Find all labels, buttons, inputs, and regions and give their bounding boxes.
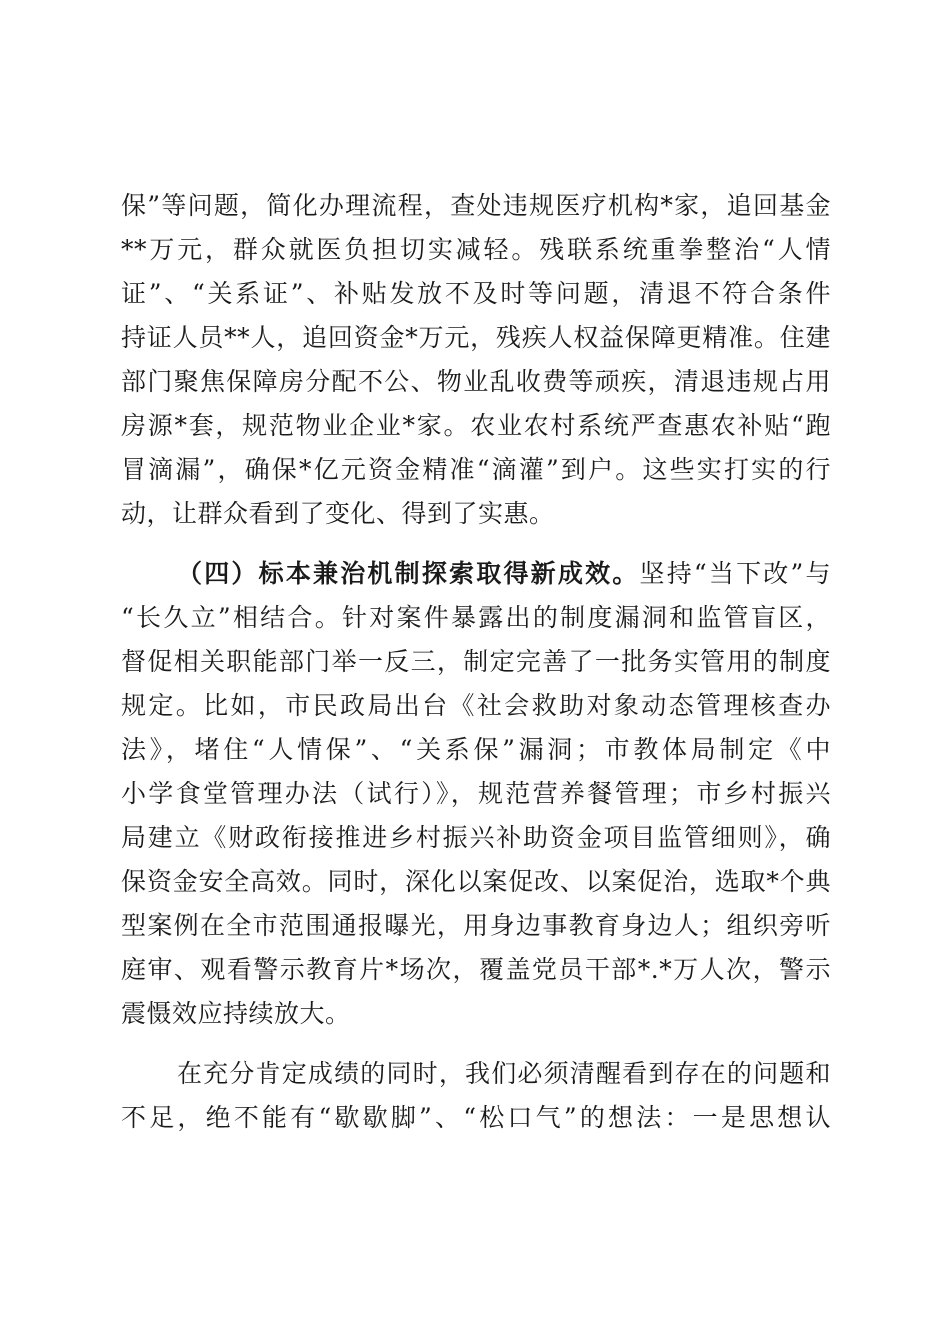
paragraph-line: 法》，堵住“人情保”、“关系保”漏洞；市教体局制定《中 bbox=[121, 735, 831, 764]
paragraph-line: 震慑效应持续放大。 bbox=[121, 999, 351, 1028]
paragraph-line: 动，让群众看到了变化、得到了实惠。 bbox=[121, 499, 555, 528]
paragraph-line: 规定。比如，市民政局出台《社会救助对象动态管理核查办 bbox=[121, 691, 831, 720]
paragraph-line: 型案例在全市范围通报曝光，用身边事教育身边人；组织旁听 bbox=[121, 911, 831, 940]
paragraph-line: 证”、“关系证”、补贴发放不及时等问题，清退不符合条件 bbox=[121, 279, 831, 308]
paragraph-line: 冒滴漏”，确保*亿元资金精准“滴灌”到户。这些实打实的行 bbox=[121, 455, 831, 484]
paragraph-line: 督促相关职能部门举一反三，制定完善了一批务实管用的制度 bbox=[121, 647, 831, 676]
paragraph-line: 小学食堂管理办法（试行）》，规范营养餐管理；市乡村振兴 bbox=[121, 779, 831, 808]
paragraph-line: 房源*套，规范物业企业*家。农业农村系统严查惠农补贴“跑 bbox=[121, 411, 831, 440]
paragraph-line: 庭审、观看警示教育片*场次，覆盖党员干部*.*万人次，警示 bbox=[121, 955, 831, 984]
section-heading: （四）标本兼治机制探索取得新成效。 bbox=[177, 559, 640, 588]
paragraph-line: 部门聚焦保障房分配不公、物业乱收费等顽疾，清退违规占用 bbox=[121, 367, 831, 396]
paragraph-line: 不足，绝不能有“歇歇脚”、“松口气”的想法：一是思想认 bbox=[121, 1103, 831, 1132]
paragraph-first-line: 在充分肯定成绩的同时，我们必须清醒看到存在的问题和 bbox=[177, 1059, 831, 1088]
paragraph-line: 保资金安全高效。同时，深化以案促改、以案促治，选取*个典 bbox=[121, 867, 831, 896]
paragraph-line: 持证人员**人，追回资金*万元，残疾人权益保障更精准。住建 bbox=[121, 323, 831, 352]
heading-line-text: 坚持“当下改”与 bbox=[639, 559, 831, 588]
paragraph-line: “长久立”相结合。针对案件暴露出的制度漏洞和监管盲区， bbox=[121, 603, 831, 632]
paragraph-line: **万元，群众就医负担切实减轻。残联系统重拳整治“人情 bbox=[121, 235, 831, 264]
paragraph-line: 局建立《财政衔接推进乡村振兴补助资金项目监管细则》，确 bbox=[121, 823, 831, 852]
section-heading-line bbox=[177, 552, 831, 596]
paragraph-line: 保”等问题，简化办理流程，查处违规医疗机构*家，追回基金 bbox=[121, 191, 831, 220]
